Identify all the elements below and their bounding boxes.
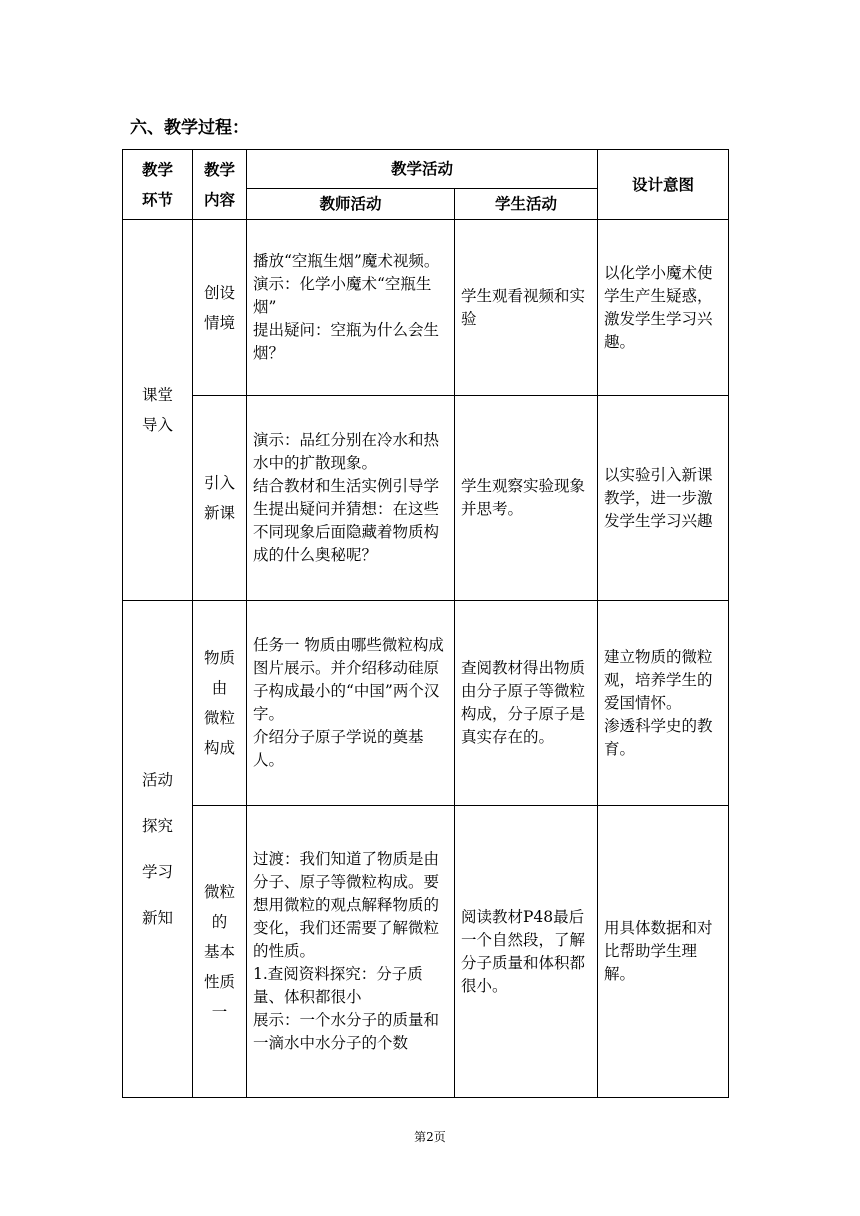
design-intent: 以实验引入新课教学，进一步激发学生学习兴趣	[598, 396, 729, 601]
teaching-process-table	[122, 149, 729, 1098]
student-activity: 学生观察实验现象并思考。	[455, 396, 598, 601]
header-stage: 教学 环节	[123, 150, 193, 220]
design-intent: 以化学小魔术使学生产生疑惑，激发学生学习兴趣。	[598, 220, 729, 396]
design-intent: 用具体数据和对比帮助学生理解。	[598, 806, 729, 1098]
student-activity: 查阅教材得出物质由分子原子等微粒构成，分子原子是真实存在的。	[455, 601, 598, 806]
page-number: 第2页	[414, 1130, 446, 1144]
header-activity: 教学活动	[247, 150, 598, 189]
design-intent: 建立物质的微粒观，培养学生的爱国情怀。 渗透科学史的教育。	[598, 601, 729, 806]
section-heading: 六、教学过程：	[130, 118, 249, 138]
student-activity: 学生观看视频和实验	[455, 220, 598, 396]
content-cell: 微粒 的 基本 性质 一	[193, 806, 247, 1098]
stage-intro: 课堂 导入	[123, 220, 193, 601]
teacher-activity: 演示：品红分别在冷水和热水中的扩散现象。 结合教材和生活实例引导学生提出疑问并猜想：在这些不同现象后面隐藏着物质构成的什么奥秘呢？	[247, 396, 455, 601]
header-intent: 设计意图	[598, 150, 729, 220]
student-activity: 阅读教材P48最后一个自然段，了解分子质量和体积都很小。	[455, 806, 598, 1098]
content-cell: 物质 由 微粒 构成	[193, 601, 247, 806]
teacher-activity: 过渡：我们知道了物质是由分子、原子等微粒构成。要想用微粒的观点解释物质的变化，我们还需要了解微粒的性质。 1.查阅资料探究：分子质量、体积都很小 展示：一个水分子的质量和一滴水中水分子的个数	[247, 806, 455, 1098]
header-content: 教学 内容	[193, 150, 247, 220]
stage-explore: 活动 探究 学习 新知	[123, 601, 193, 1098]
teacher-activity: 播放“空瓶生烟”魔术视频。 演示：化学小魔术“空瓶生烟” 提出疑问：空瓶为什么会生烟？	[247, 220, 455, 396]
header-teacher: 教师活动	[247, 189, 455, 220]
header-student: 学生活动	[455, 189, 598, 220]
teacher-activity: 任务一 物质由哪些微粒构成 图片展示。并介绍移动硅原子构成最小的“中国”两个汉字。 介绍分子原子学说的奠基人。	[247, 601, 455, 806]
content-cell: 创设 情境	[193, 220, 247, 396]
content-cell: 引入 新课	[193, 396, 247, 601]
